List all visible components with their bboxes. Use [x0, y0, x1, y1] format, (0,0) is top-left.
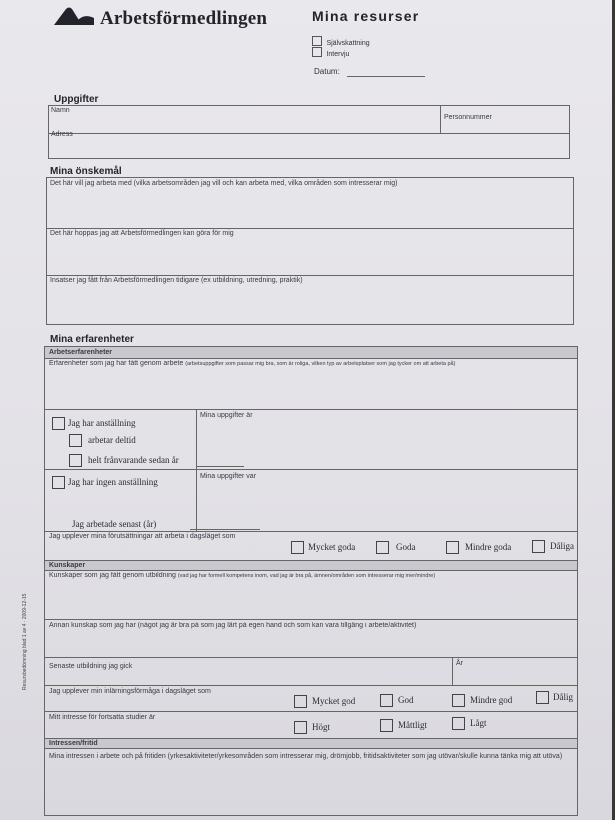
ingen-anstallning-checkbox[interactable] — [52, 476, 65, 489]
section-erfarenheter-heading: Mina erfarenheter — [50, 334, 134, 345]
franvarande-year-field[interactable] — [196, 466, 244, 467]
arbetserfarenheter-band — [44, 346, 578, 359]
senast-label: Jag arbetade senast (år) — [72, 519, 157, 529]
studier-lagt-label: Lågt — [470, 718, 487, 728]
adress-field[interactable]: Adress — [51, 131, 73, 138]
datum-label: Datum: — [314, 67, 340, 76]
datum-field[interactable] — [347, 76, 425, 77]
brand-name: Arbetsförmedlingen — [100, 8, 268, 29]
option-intervju[interactable]: Intervju — [312, 43, 349, 61]
ar-field[interactable]: År — [456, 660, 463, 667]
arbete-question-main: Erfarenheter som jag har fått genom arbete — [49, 360, 184, 367]
forut-mindre-goda-checkbox[interactable] — [446, 541, 459, 554]
inlarning-dalig-checkbox[interactable] — [536, 691, 549, 704]
divider — [440, 105, 441, 133]
onskemal-q3[interactable]: Insatser jag fått från Arbetsförmedlingen tidigare (ex utbildning, utredning, praktik) — [50, 277, 303, 284]
fritid-band — [44, 738, 578, 749]
franvarande-checkbox[interactable] — [69, 454, 82, 467]
inlarning-mycket-god-label: Mycket god — [312, 696, 356, 706]
onskemal-box — [46, 177, 574, 325]
divider — [44, 685, 578, 686]
forut-daliga-checkbox[interactable] — [532, 540, 545, 553]
divider — [44, 711, 578, 712]
annan-kunskap-field[interactable]: Annan kunskap som jag har (något jag är bra på som jag lärt på egen hand och som kan vara tillgäng i arbete/aktivitet) — [49, 622, 417, 629]
senaste-utbildning-field[interactable]: Senaste utbildning jag gick — [49, 663, 133, 670]
inlarning-god-checkbox[interactable] — [380, 694, 393, 707]
divider — [196, 469, 197, 531]
studier-mattligt-label: Måttligt — [398, 720, 427, 730]
option-sjalvskattning[interactable]: Självskattning — [312, 32, 370, 50]
arbete-question[interactable] — [49, 360, 573, 367]
fritid-heading: Intressen/fritid — [49, 740, 98, 747]
har-anstallning-checkbox[interactable] — [52, 417, 65, 430]
divider — [44, 469, 578, 470]
inlarning-mindre-god-checkbox[interactable] — [452, 694, 465, 707]
inlarning-dalig-label: Dålig — [553, 692, 573, 702]
intresse-studier-question: Mitt intresse för fortsatta studier är — [49, 714, 156, 721]
inlarning-god-label: God — [398, 695, 414, 705]
divider — [46, 275, 574, 276]
inlarning-question: Jag upplever min inlärningsförmåga i dagsläget som — [49, 688, 211, 695]
forut-mindre-goda-label: Mindre goda — [465, 542, 512, 552]
kunskap-question-sub: (vad jag har formell kompetens inom, vad jag är bra på, ämnen/områden som intresserar mig mer/mindre) — [177, 573, 436, 579]
forutsattningar-question: Jag upplever mina förutsättningar att arbeta i dagsläget som — [49, 533, 236, 540]
forut-daliga-label: Dåliga — [550, 541, 574, 551]
inlarning-mindre-god-label: Mindre god — [470, 695, 513, 705]
divider — [44, 531, 578, 532]
divider — [48, 133, 570, 134]
fritid-question[interactable]: Mina intressen i arbete och på fritiden (yrkesaktiviteter/yrkesområden som intresserar mig, drömjobb, fritidsaktiviteter som jag utövar/skulle kunna tänka mig att utöva) — [49, 753, 563, 760]
kunskaper-band — [44, 560, 578, 571]
divider — [452, 657, 453, 685]
forut-mycket-goda-checkbox[interactable] — [291, 541, 304, 554]
forut-mycket-goda-label: Mycket goda — [308, 542, 356, 552]
uppgifter-var-field[interactable]: Mina uppgifter var — [200, 473, 257, 480]
onskemal-q1[interactable]: Det här vill jag arbeta med (vilka arbetsområden jag vill och kan arbeta med, vilka områden som intresserar mig) — [50, 180, 398, 187]
form-title: Mina resurser — [312, 8, 420, 24]
kunskap-question-main: Kunskaper som jag fått genom utbildning — [49, 572, 176, 579]
form-id-text: Resursbedömning blad 1 av 4 · 2009-12-15 — [22, 593, 28, 690]
namn-field[interactable]: Namn — [51, 107, 70, 114]
divider — [46, 228, 574, 229]
personnummer-field[interactable]: Personnummer — [444, 114, 492, 121]
deltid-checkbox[interactable] — [69, 434, 82, 447]
studier-lagt-checkbox[interactable] — [452, 717, 465, 730]
arbetsformedlingen-logo-icon — [52, 6, 96, 26]
senast-year-field[interactable] — [190, 529, 260, 530]
divider — [44, 657, 578, 658]
studier-hogt-checkbox[interactable] — [294, 721, 307, 734]
onskemal-q2[interactable]: Det här hoppas jag att Arbetsförmedlingen kan göra för mig — [50, 230, 234, 237]
har-anstallning-label: Jag har anställning — [68, 418, 136, 428]
kunskaper-heading: Kunskaper — [49, 562, 86, 569]
checkbox[interactable] — [312, 47, 322, 57]
section-uppgifter-heading: Uppgifter — [54, 94, 99, 105]
arbete-question-sub: (arbetsuppgifter som passar mig bra, som är roliga, vilken typ av arbetsplatser som jag tycker om att arbeta på) — [185, 361, 456, 367]
kunskap-question[interactable] — [49, 572, 573, 579]
studier-hogt-label: Högt — [312, 722, 330, 732]
franvarande-label: helt frånvarande sedan år — [88, 455, 179, 465]
uppgifter-ar-field[interactable]: Mina uppgifter är — [200, 412, 253, 419]
divider — [44, 409, 578, 410]
forut-goda-checkbox[interactable] — [376, 541, 389, 554]
studier-mattligt-checkbox[interactable] — [380, 719, 393, 732]
deltid-label: arbetar deltid — [88, 435, 136, 445]
inlarning-mycket-god-checkbox[interactable] — [294, 695, 307, 708]
divider — [44, 619, 578, 620]
divider — [196, 409, 197, 469]
arbetserfarenheter-heading: Arbetserfarenheter — [49, 349, 113, 356]
forut-goda-label: Goda — [396, 542, 416, 552]
ingen-anstallning-label: Jag har ingen anställning — [68, 477, 158, 487]
section-onskemal-heading: Mina önskemål — [50, 166, 122, 177]
